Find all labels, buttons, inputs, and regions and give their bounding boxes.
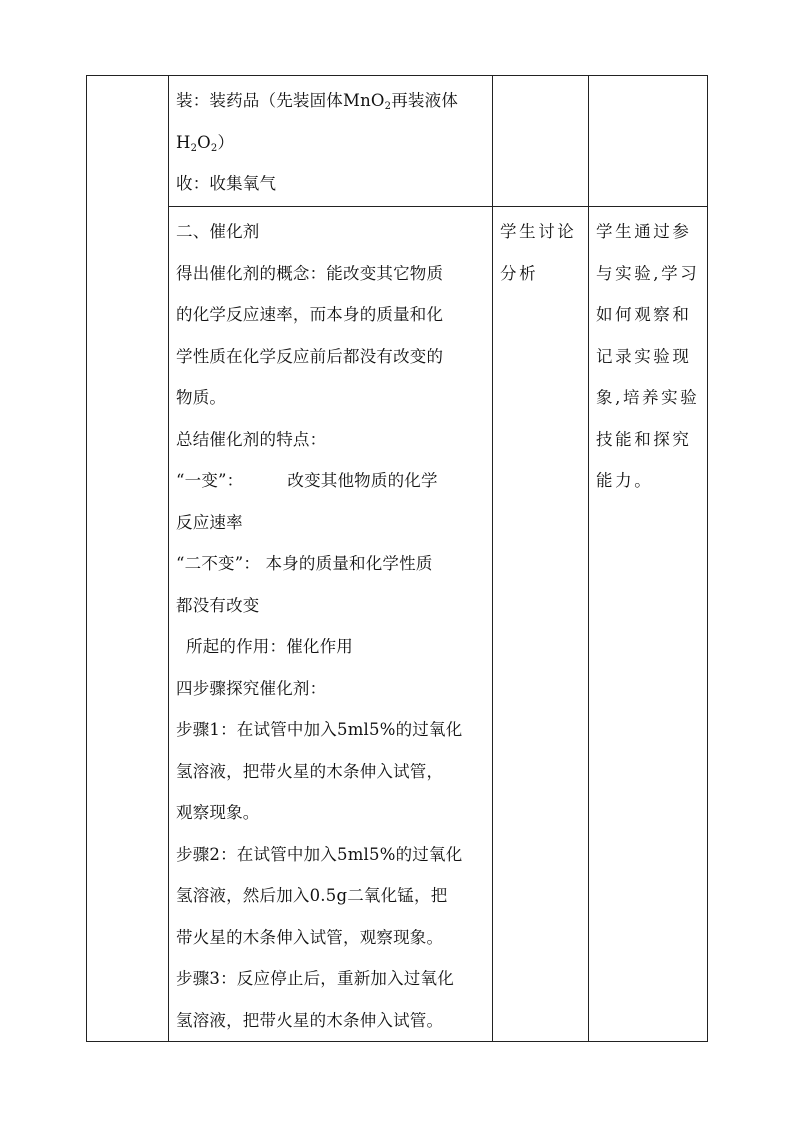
purpose-cell: [589, 207, 708, 1042]
activity-cell: [493, 207, 589, 1042]
content-line: 步骤3：反应停止后，重新加入过氧化: [176, 969, 454, 988]
purpose-line: 记录实验现: [596, 346, 692, 366]
activity-line: 学生讨论: [500, 222, 577, 241]
activity-line: 分析: [500, 263, 539, 283]
content-cell: [169, 76, 493, 207]
purpose-line: 与实验,学习: [596, 263, 700, 283]
table-row: [87, 207, 708, 1042]
formula-line: $H_2O_2$）: [176, 132, 235, 154]
purpose-line: 如何观察和: [596, 305, 692, 324]
stage-cell: [87, 76, 169, 1042]
content-line: 收：收集氧气: [176, 174, 277, 193]
content-line: 氢溶液，把带火星的木条伸入试管，: [176, 761, 444, 781]
content-line: 四步骤探究催化剂：: [176, 678, 327, 698]
purpose-line: 能力。: [596, 471, 654, 490]
content-line: 氢溶液，把带火星的木条伸入试管。: [176, 1010, 444, 1030]
purpose-line: 象,培养实验: [596, 388, 700, 407]
content-line: 装：装药品（先装固体MnO$_2$再装液体: [176, 91, 459, 112]
table-row: [87, 76, 708, 207]
purpose-line: 学生通过参: [596, 222, 692, 241]
one-change-text: 改变其他物质的化学: [287, 471, 438, 490]
one-change-label: “一变”：: [176, 471, 244, 490]
content-line: 物质。: [176, 388, 227, 407]
purpose-cell: [589, 76, 708, 207]
role-line: 所起的作用：催化作用: [186, 637, 353, 656]
content-line: 学性质在化学反应前后都没有改变的: [176, 346, 444, 366]
content-line: 总结催化剂的特点：: [176, 429, 327, 449]
content-line: 的化学反应速率，而本身的质量和化: [176, 305, 444, 324]
purpose-line: 技能和探究: [596, 429, 692, 449]
content-cell: [169, 207, 493, 1042]
content-line: 步骤1：在试管中加入5ml5%的过氧化: [176, 720, 463, 739]
content-line: 观察现象。: [176, 803, 260, 822]
content-line: 步骤2：在试管中加入5ml5%的过氧化: [176, 844, 463, 864]
content-line: 氢溶液，然后加入0.5g二氧化锰，把: [176, 886, 448, 905]
content-line: “二不变”： 本身的质量和化学性质: [176, 554, 433, 573]
one-change-line: [176, 460, 486, 502]
content-line: 带火星的木条伸入试管，观察现象。: [176, 927, 444, 947]
content-line: 都没有改变: [176, 595, 260, 615]
content-line: 反应速率: [176, 512, 243, 532]
lesson-plan-table: [86, 75, 708, 1042]
content-line: 得出催化剂的概念：能改变其它物质: [176, 263, 444, 283]
content-line: 二、催化剂: [176, 222, 260, 241]
activity-cell: [493, 76, 589, 207]
